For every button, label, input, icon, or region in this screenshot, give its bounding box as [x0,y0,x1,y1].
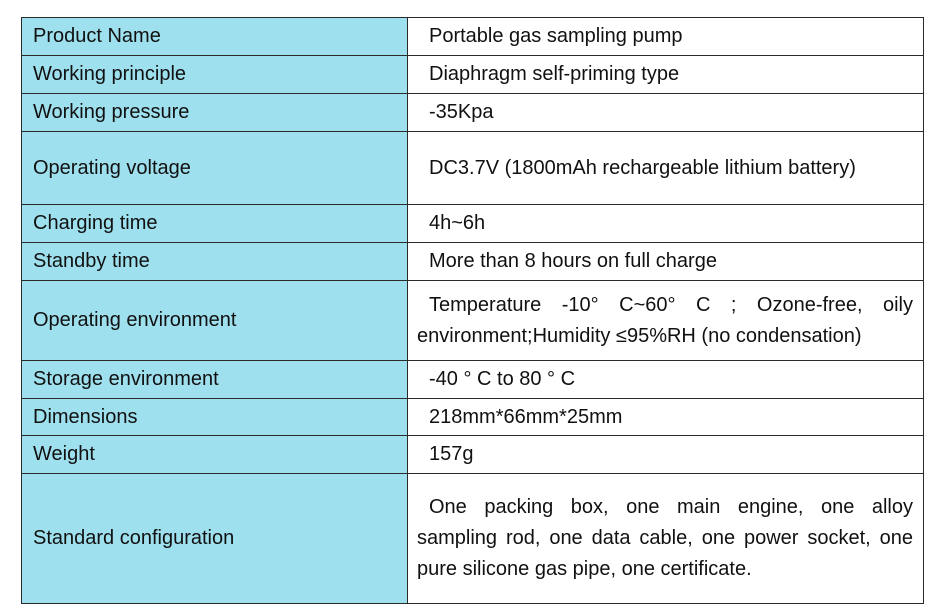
row-value: More than 8 hours on full charge [429,250,717,272]
row-value-cell [408,243,924,281]
table-row [22,56,924,94]
row-value: 157g [429,443,474,465]
table-row [22,94,924,132]
table-row [22,243,924,281]
row-value-cell [408,18,924,56]
row-value: Portable gas sampling pump [429,25,683,47]
row-value: One packing box, one main engine, one alloy sampling rod, one data cable, one power socket, one pure silicone gas pipe, one certificate. [417,496,913,580]
row-label: Dimensions [22,399,408,436]
row-value: -35Kpa [429,101,494,123]
table-row [22,205,924,243]
table-row [22,399,924,436]
row-label: Product Name [22,18,408,56]
row-label: Storage environment [22,361,408,399]
row-label: Weight [22,436,408,474]
row-value-cell [408,94,924,132]
row-value-cell [408,361,924,399]
row-label: Working principle [22,56,408,94]
row-label: Working pressure [22,94,408,132]
row-value-cell [408,56,924,94]
row-value-cell [408,281,924,361]
table-row [22,18,924,56]
row-value: Temperature -10° C~60° C ; Ozone-free, oily environment;Humidity ≤95%RH (no condensation) [417,293,913,347]
table-row [22,281,924,361]
row-label: Standby time [22,243,408,281]
row-value: -40 ° C to 80 ° C [429,368,576,390]
row-value-cell [408,399,924,436]
row-value: DC3.7V (1800mAh rechargeable lithium battery) [429,156,856,179]
row-value: 218mm*66mm*25mm [429,405,623,428]
row-value-cell [408,436,924,474]
row-value-cell [408,132,924,205]
table-row [22,474,924,604]
table-row [22,132,924,205]
row-value-cell [408,474,924,604]
row-label: Operating environment [22,281,408,361]
spec-table [21,17,924,604]
row-value: Diaphragm self-priming type [429,63,680,85]
row-value: 4h~6h [429,212,486,234]
table-row [22,436,924,474]
row-value-cell [408,205,924,243]
row-label: Standard configuration [22,474,408,604]
row-label: Charging time [22,205,408,243]
table-row [22,361,924,399]
row-label: Operating voltage [22,132,408,205]
